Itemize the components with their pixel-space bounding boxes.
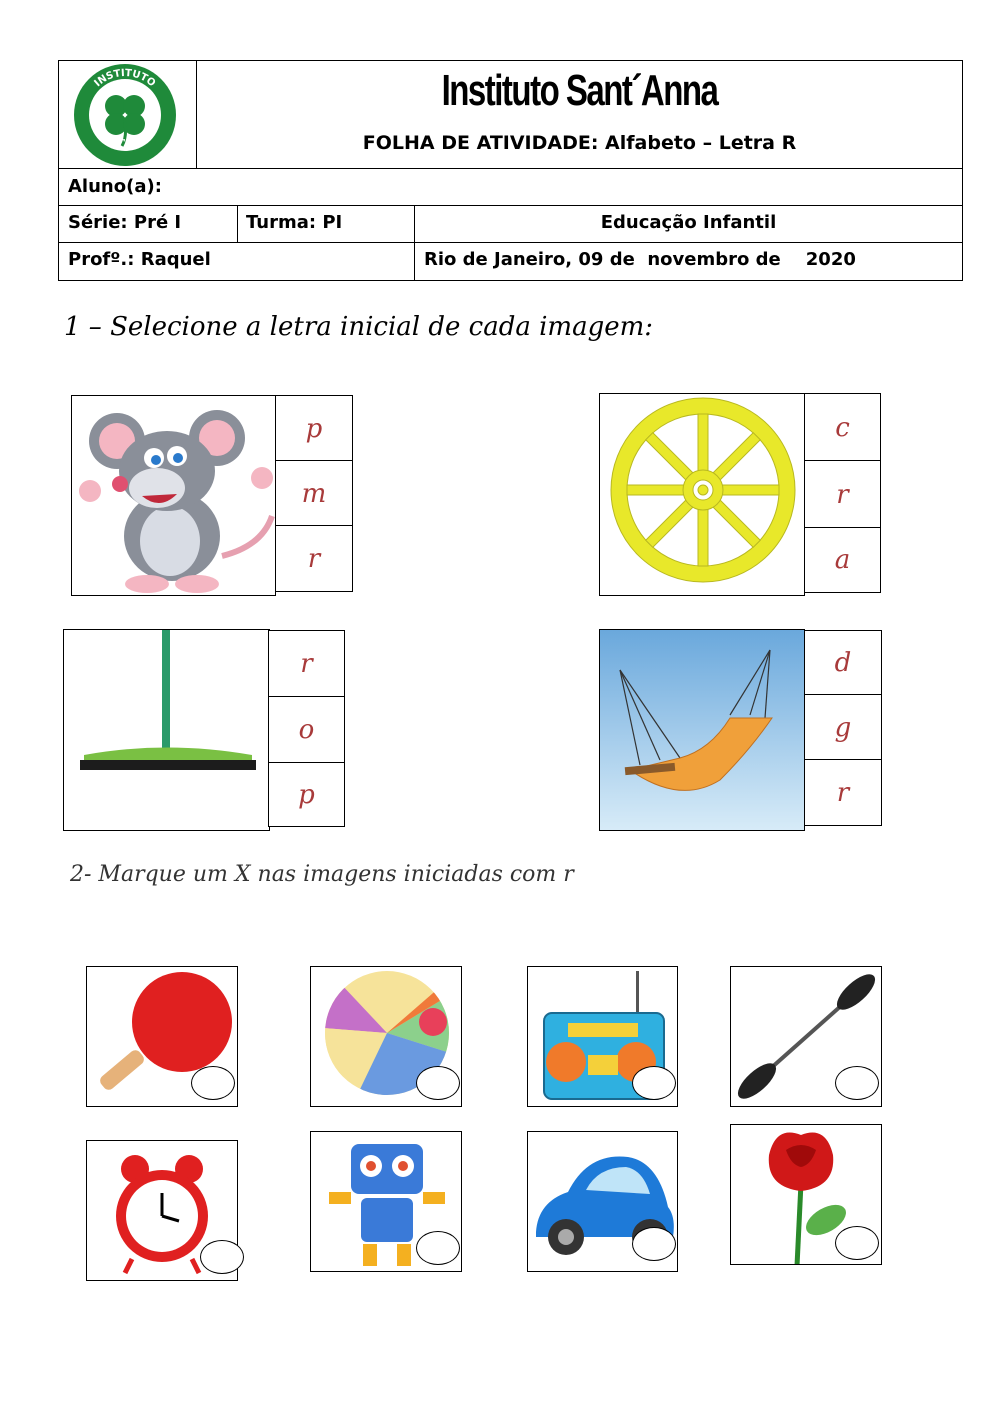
wheel-image [599,393,805,596]
option-letter[interactable]: r [275,525,353,592]
option-letter[interactable]: p [275,395,353,462]
option-letter[interactable]: c [804,393,881,462]
option-letter[interactable]: g [804,694,882,761]
answer-circle[interactable] [191,1066,235,1100]
worksheet-title: FOLHA DE ATIVIDADE: Alfabeto – Letra R [362,132,797,154]
answer-circle[interactable] [416,1066,460,1100]
squeegee-image [63,629,270,831]
teacher-label: Profº.: Raquel [68,249,211,270]
option-letter[interactable]: p [268,762,345,827]
divider [58,242,963,243]
answer-circle[interactable] [632,1227,676,1261]
option-letter[interactable]: a [804,527,881,593]
answer-circle[interactable] [835,1066,879,1100]
answer-circle[interactable] [200,1240,244,1274]
answer-circle[interactable] [416,1231,460,1265]
divider [58,168,963,169]
divider [237,205,238,242]
class-label: Turma: PI [246,212,343,233]
mouse-image [71,395,276,596]
segment-label: Educação Infantil [600,212,777,233]
grade-label: Série: Pré I [68,212,182,233]
option-letter[interactable]: r [804,460,881,529]
exercise2-instruction: 2- Marque um X nas imagens iniciadas com r [70,862,574,887]
school-name: Instituto Sant´Anna [441,66,718,115]
exercise1-instruction: 1 – Selecione a letra inicial de cada imagem: [64,312,654,342]
option-letter[interactable]: d [804,630,882,696]
option-letter[interactable]: m [275,460,353,527]
student-label: Aluno(a): [68,176,162,197]
svg-text:SANT'ANNA: SANT'ANNA [96,128,154,149]
option-letter[interactable]: r [804,759,882,826]
date-label: Rio de Janeiro, 09 de novembro de 2020 [424,249,856,270]
svg-text:INSTITUTO: INSTITUTO [92,67,158,90]
answer-circle[interactable] [632,1066,676,1100]
school-logo [72,62,178,168]
divider [58,205,963,206]
hammock-image [599,629,805,831]
answer-circle[interactable] [835,1226,879,1260]
option-letter[interactable]: o [268,696,345,764]
option-letter[interactable]: r [268,630,345,698]
